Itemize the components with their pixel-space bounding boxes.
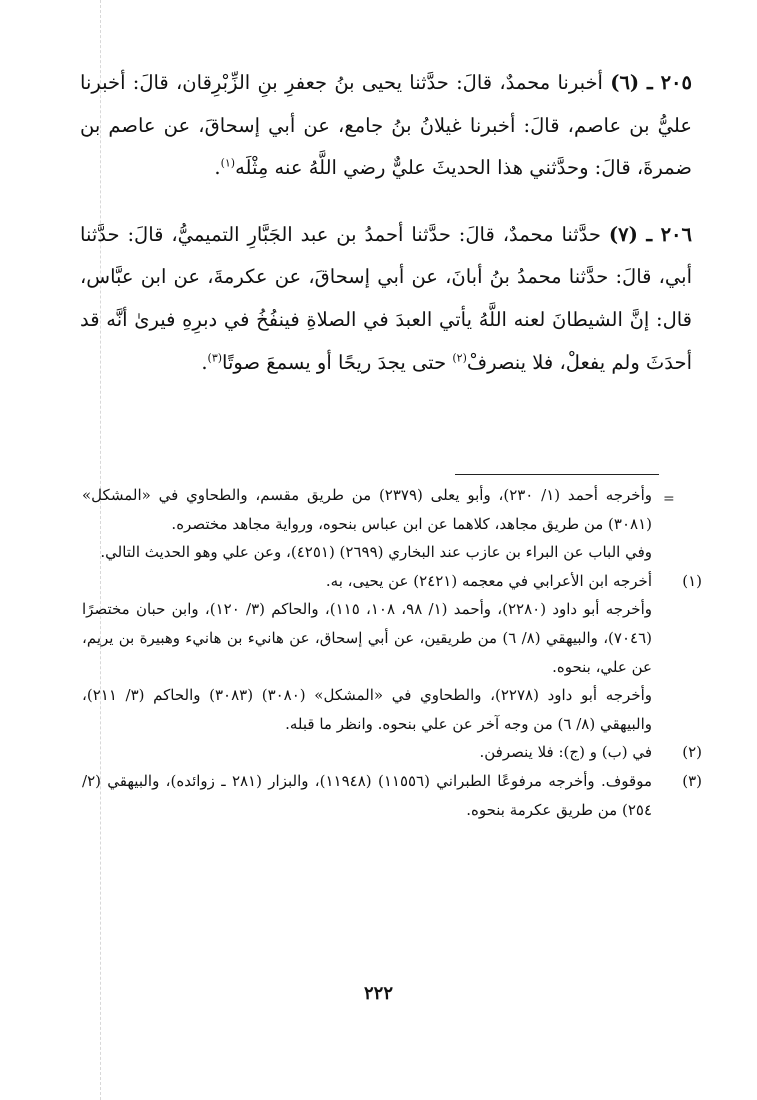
hadith-number: ٢٠٦ ـ (٧) [608, 222, 692, 246]
hadith-end: . [201, 350, 208, 374]
hadith-text-continued: حتى يجدَ ريحًا أو يسمعَ صوتًا [222, 350, 453, 374]
footnote-mark: (١) [682, 571, 702, 590]
hadith-end: . [214, 156, 221, 180]
page-number: ٢٢٢ [363, 983, 393, 1004]
footnote-ref: (٣) [207, 351, 223, 365]
footnote-continued [82, 481, 652, 567]
hadith-205 [80, 62, 692, 190]
hadith-text: أخبرنا محمدٌ، قالَ: حدَّثنا يحيى بنُ جعفرِ بنِ الزِّبْرِقان، قالَ: أخبرنا عليُّ بن عاصم، قالَ: أخبرنا غيلانُ بنُ جامع، عن أبي إسحاقَ، عن عاصم بن ضمرةَ، قالَ: وحدَّثني هذا الحديثَ عليٌّ رضي اللَّهُ عنه مِثْلَه [80, 71, 692, 180]
footnote-separator [455, 474, 659, 475]
footnote-paragraph: في (ب) و (ج): فلا ينصرفن. [479, 743, 652, 762]
footnote-paragraph: موقوف. وأخرجه مرفوعًا الطبراني (١١٥٥٦) (١١٩٤٨)، والبزار (٢٨١ ـ زوائده)، والبيهقي (٢/ ٢٥٤) من طريق عكرمة بنحوه. [82, 771, 652, 819]
footnote-ref: (٢) [452, 351, 467, 365]
footnote-paragraph: وأخرجه أحمد (١/ ٢٣٠)، وأبو يعلى (٢٣٧٩) من طريق مقسم، والطحاوي في «المشكل» (٣٠٨١) من طريق مجاهد، كلاهما عن ابن عباس بنحوه، ورواية مجاهد مختصره. [82, 486, 652, 533]
footnote-paragraph: أخرجه ابن الأعرابي في معجمه (٢٤٢١) عن يحيى، به. [325, 571, 652, 590]
footnote-1 [82, 567, 702, 739]
hadith-206 [80, 214, 692, 384]
footnote-paragraph: وفي الباب عن البراء بن عازب عند البخاري (٢٦٩٩) (٤٢٥١)، وعن علي وهو الحديث التالي. [100, 543, 652, 562]
footnotes [82, 481, 702, 824]
footnote-paragraph: وأخرجه أبو داود (٢٢٧٨)، والطحاوي في «المشكل» (٣٠٨٠) (٣٠٨٣) والحاكم (٣/ ٢١١)، والبيهقي (٨/ ٦) من وجه آخر عن علي بنحوه. وانظر ما قبله. [82, 686, 653, 733]
footnote-paragraph: وأخرجه أبو داود (٢٢٨٠)، وأحمد (١/ ٩٨، ١٠٨، ١١٥)، والحاكم (٣/ ١٢٠)، وابن حبان مختصرًا (٧٠٤٦)، والبيهقي (٨/ ٦) من طريقين، عن أبي إسحاق، عن هانيء بن هانيء وهبيرة بن يريم، عن علي، بنحوه. [82, 600, 652, 676]
footnote-mark: (٢) [682, 743, 702, 762]
hadith-number: ٢٠٥ ـ (٦) [610, 71, 692, 94]
footnote-2 [82, 738, 702, 767]
footnote-ref: (١) [220, 156, 236, 170]
footnote-continuation-mark: = [663, 491, 675, 507]
footnote-mark: (٣) [682, 771, 702, 790]
main-text [80, 62, 692, 384]
hadith-text: حدَّثنا محمدٌ، قالَ: حدَّثنا أحمدُ بن عبد الجَبَّارِ التميميُّ، قالَ: حدَّثنا أبي، قالَ: حدَّثنا محمدُ بنُ أبانَ، عن أبي إسحاقَ، عن عكرمةَ، عن ابن عبَّاس، قال: إنَّ الشيطانَ لعنه اللَّهُ يأتي العبدَ في الصلاةِ فينفُخُ في دبرِهِ فيرىٰ أنَّه قد أحدَثَ ولم يفعلْ، فلا ينصرفْ [80, 222, 692, 374]
footnote-3 [82, 767, 702, 824]
